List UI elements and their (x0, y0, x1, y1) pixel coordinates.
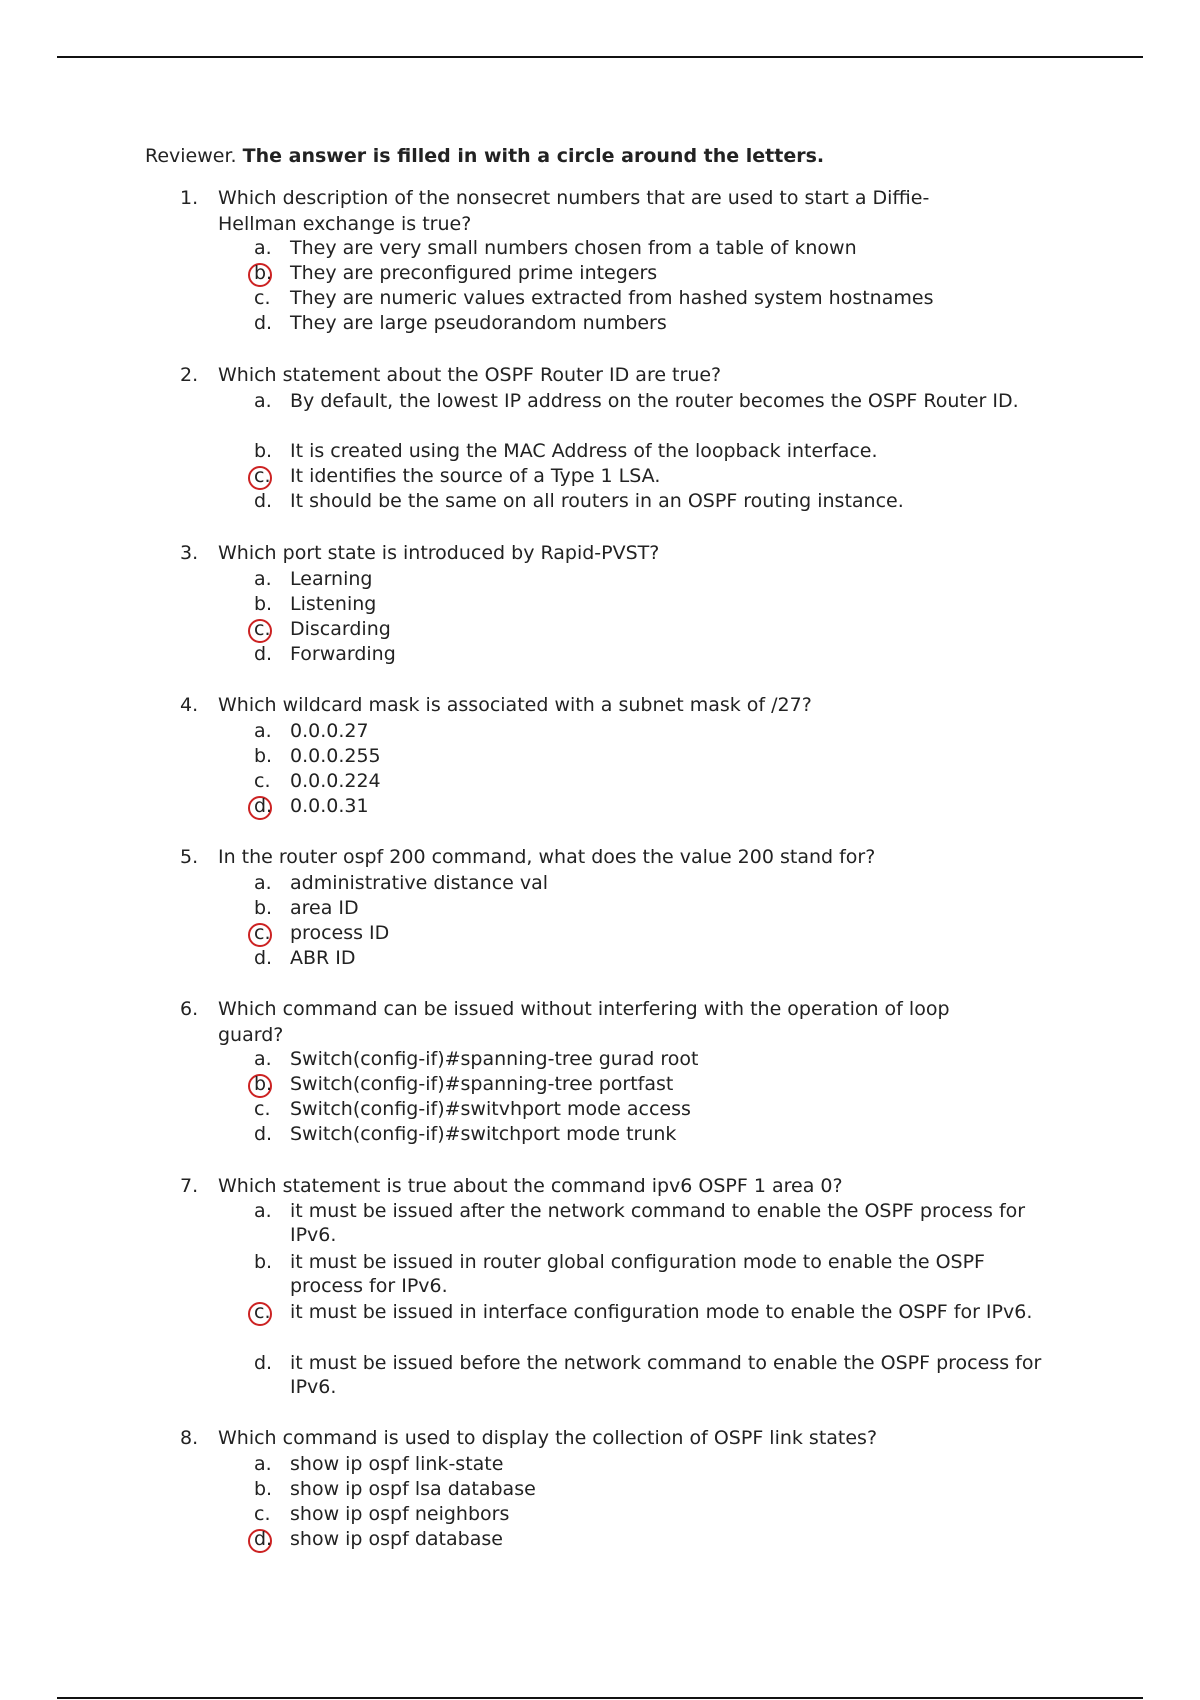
option-letter: c. (254, 287, 271, 309)
question-text: Which command can be issued without interfering with the operation of loop guard? (218, 998, 950, 1046)
question-number: 3. (180, 542, 199, 564)
option-text: show ip ospf neighbors (290, 1503, 510, 1525)
option-text: Learning (290, 568, 373, 590)
option-text: 0.0.0.27 (290, 720, 369, 742)
option-text: Switch(config-if)#spanning-tree gurad root (290, 1048, 699, 1070)
option-letter: b. (254, 745, 273, 767)
option-letter: d. (254, 1123, 273, 1145)
question-number: 8. (180, 1427, 199, 1449)
option-letter: b. (254, 1251, 273, 1273)
option-text: 0.0.0.255 (290, 745, 381, 767)
option-text: They are numeric values extracted from hashed system hostnames (290, 287, 934, 309)
option-text: They are very small numbers chosen from a table of known (290, 237, 857, 259)
option-text: it must be issued in router global configuration mode to enable the OSPF process for IPv6. (290, 1251, 985, 1297)
question-number: 1. (180, 187, 199, 209)
question-text: Which wildcard mask is associated with a subnet mask of /27? (218, 694, 812, 716)
option-text: ABR ID (290, 947, 356, 969)
option-text: it must be issued after the network command to enable the OSPF process for IPv6. (290, 1200, 1026, 1246)
top-rule (57, 56, 1143, 58)
option-text: Switch(config-if)#switchport mode trunk (290, 1123, 677, 1145)
question-number: 2. (180, 364, 199, 386)
question-text: Which command is used to display the collection of OSPF link states? (218, 1427, 878, 1449)
option-text: It is created using the MAC Address of the loopback interface. (290, 440, 878, 462)
option-text: it must be issued in interface configuration mode to enable the OSPF for IPv6. (290, 1301, 1033, 1323)
option-letter: a. (254, 872, 272, 894)
page-header (145, 145, 824, 167)
header-note: The answer is filled in with a circle around the letters. (242, 145, 825, 167)
option-text: By default, the lowest IP address on the router becomes the OSPF Router ID. (290, 390, 1019, 412)
option-letter: c. (254, 465, 271, 487)
option-text: It identifies the source of a Type 1 LSA. (290, 465, 661, 487)
header-prefix: Reviewer. (145, 145, 237, 167)
option-letter: c. (254, 1098, 271, 1120)
option-text: show ip ospf link-state (290, 1453, 504, 1475)
option-letter: d. (254, 1352, 273, 1374)
option-letter: a. (254, 1048, 272, 1070)
option-text: 0.0.0.224 (290, 770, 381, 792)
option-text: administrative distance val (290, 872, 549, 894)
option-text: area ID (290, 897, 359, 919)
option-text: process ID (290, 922, 390, 944)
question-text: Which description of the nonsecret numbers that are used to start a Diffie-Hellman exchange is true? (218, 187, 930, 235)
option-text: Listening (290, 593, 377, 615)
option-letter: d. (254, 490, 273, 512)
option-letter: c. (254, 618, 271, 640)
option-letter: a. (254, 1453, 272, 1475)
option-text: They are preconfigured prime integers (290, 262, 658, 284)
option-text: Switch(config-if)#spanning-tree portfast (290, 1073, 674, 1095)
option-letter: b. (254, 897, 273, 919)
question-number: 4. (180, 694, 199, 716)
option-letter: a. (254, 720, 272, 742)
option-text: Forwarding (290, 643, 396, 665)
option-letter: c. (254, 1301, 271, 1323)
option-letter: d. (254, 1528, 273, 1550)
bottom-rule (57, 1697, 1143, 1699)
option-letter: d. (254, 795, 273, 817)
option-letter: b. (254, 262, 273, 284)
question-text: Which statement about the OSPF Router ID are true? (218, 364, 722, 386)
option-letter: a. (254, 237, 272, 259)
option-letter: a. (254, 390, 272, 412)
question-text: Which statement is true about the command ipv6 OSPF 1 area 0? (218, 1175, 843, 1197)
option-text: Switch(config-if)#switvhport mode access (290, 1098, 691, 1120)
option-letter: a. (254, 1200, 272, 1222)
option-text: 0.0.0.31 (290, 795, 369, 817)
option-letter: c. (254, 922, 271, 944)
option-letter: c. (254, 1503, 271, 1525)
question-number: 5. (180, 846, 199, 868)
option-letter: b. (254, 440, 273, 462)
option-text: show ip ospf lsa database (290, 1478, 536, 1500)
option-text: Discarding (290, 618, 391, 640)
option-letter: a. (254, 568, 272, 590)
option-letter: d. (254, 312, 273, 334)
option-letter: c. (254, 770, 271, 792)
option-text: it must be issued before the network command to enable the OSPF process for IPv6. (290, 1352, 1042, 1398)
option-letter: d. (254, 643, 273, 665)
option-text: show ip ospf database (290, 1528, 503, 1550)
question-text: In the router ospf 200 command, what does the value 200 stand for? (218, 846, 876, 868)
question-text: Which port state is introduced by Rapid-PVST? (218, 542, 660, 564)
option-letter: b. (254, 1073, 273, 1095)
option-text: It should be the same on all routers in an OSPF routing instance. (290, 490, 904, 512)
option-letter: b. (254, 1478, 273, 1500)
option-letter: d. (254, 947, 273, 969)
option-text: They are large pseudorandom numbers (290, 312, 667, 334)
option-letter: b. (254, 593, 273, 615)
question-number: 6. (180, 998, 199, 1020)
question-number: 7. (180, 1175, 199, 1197)
